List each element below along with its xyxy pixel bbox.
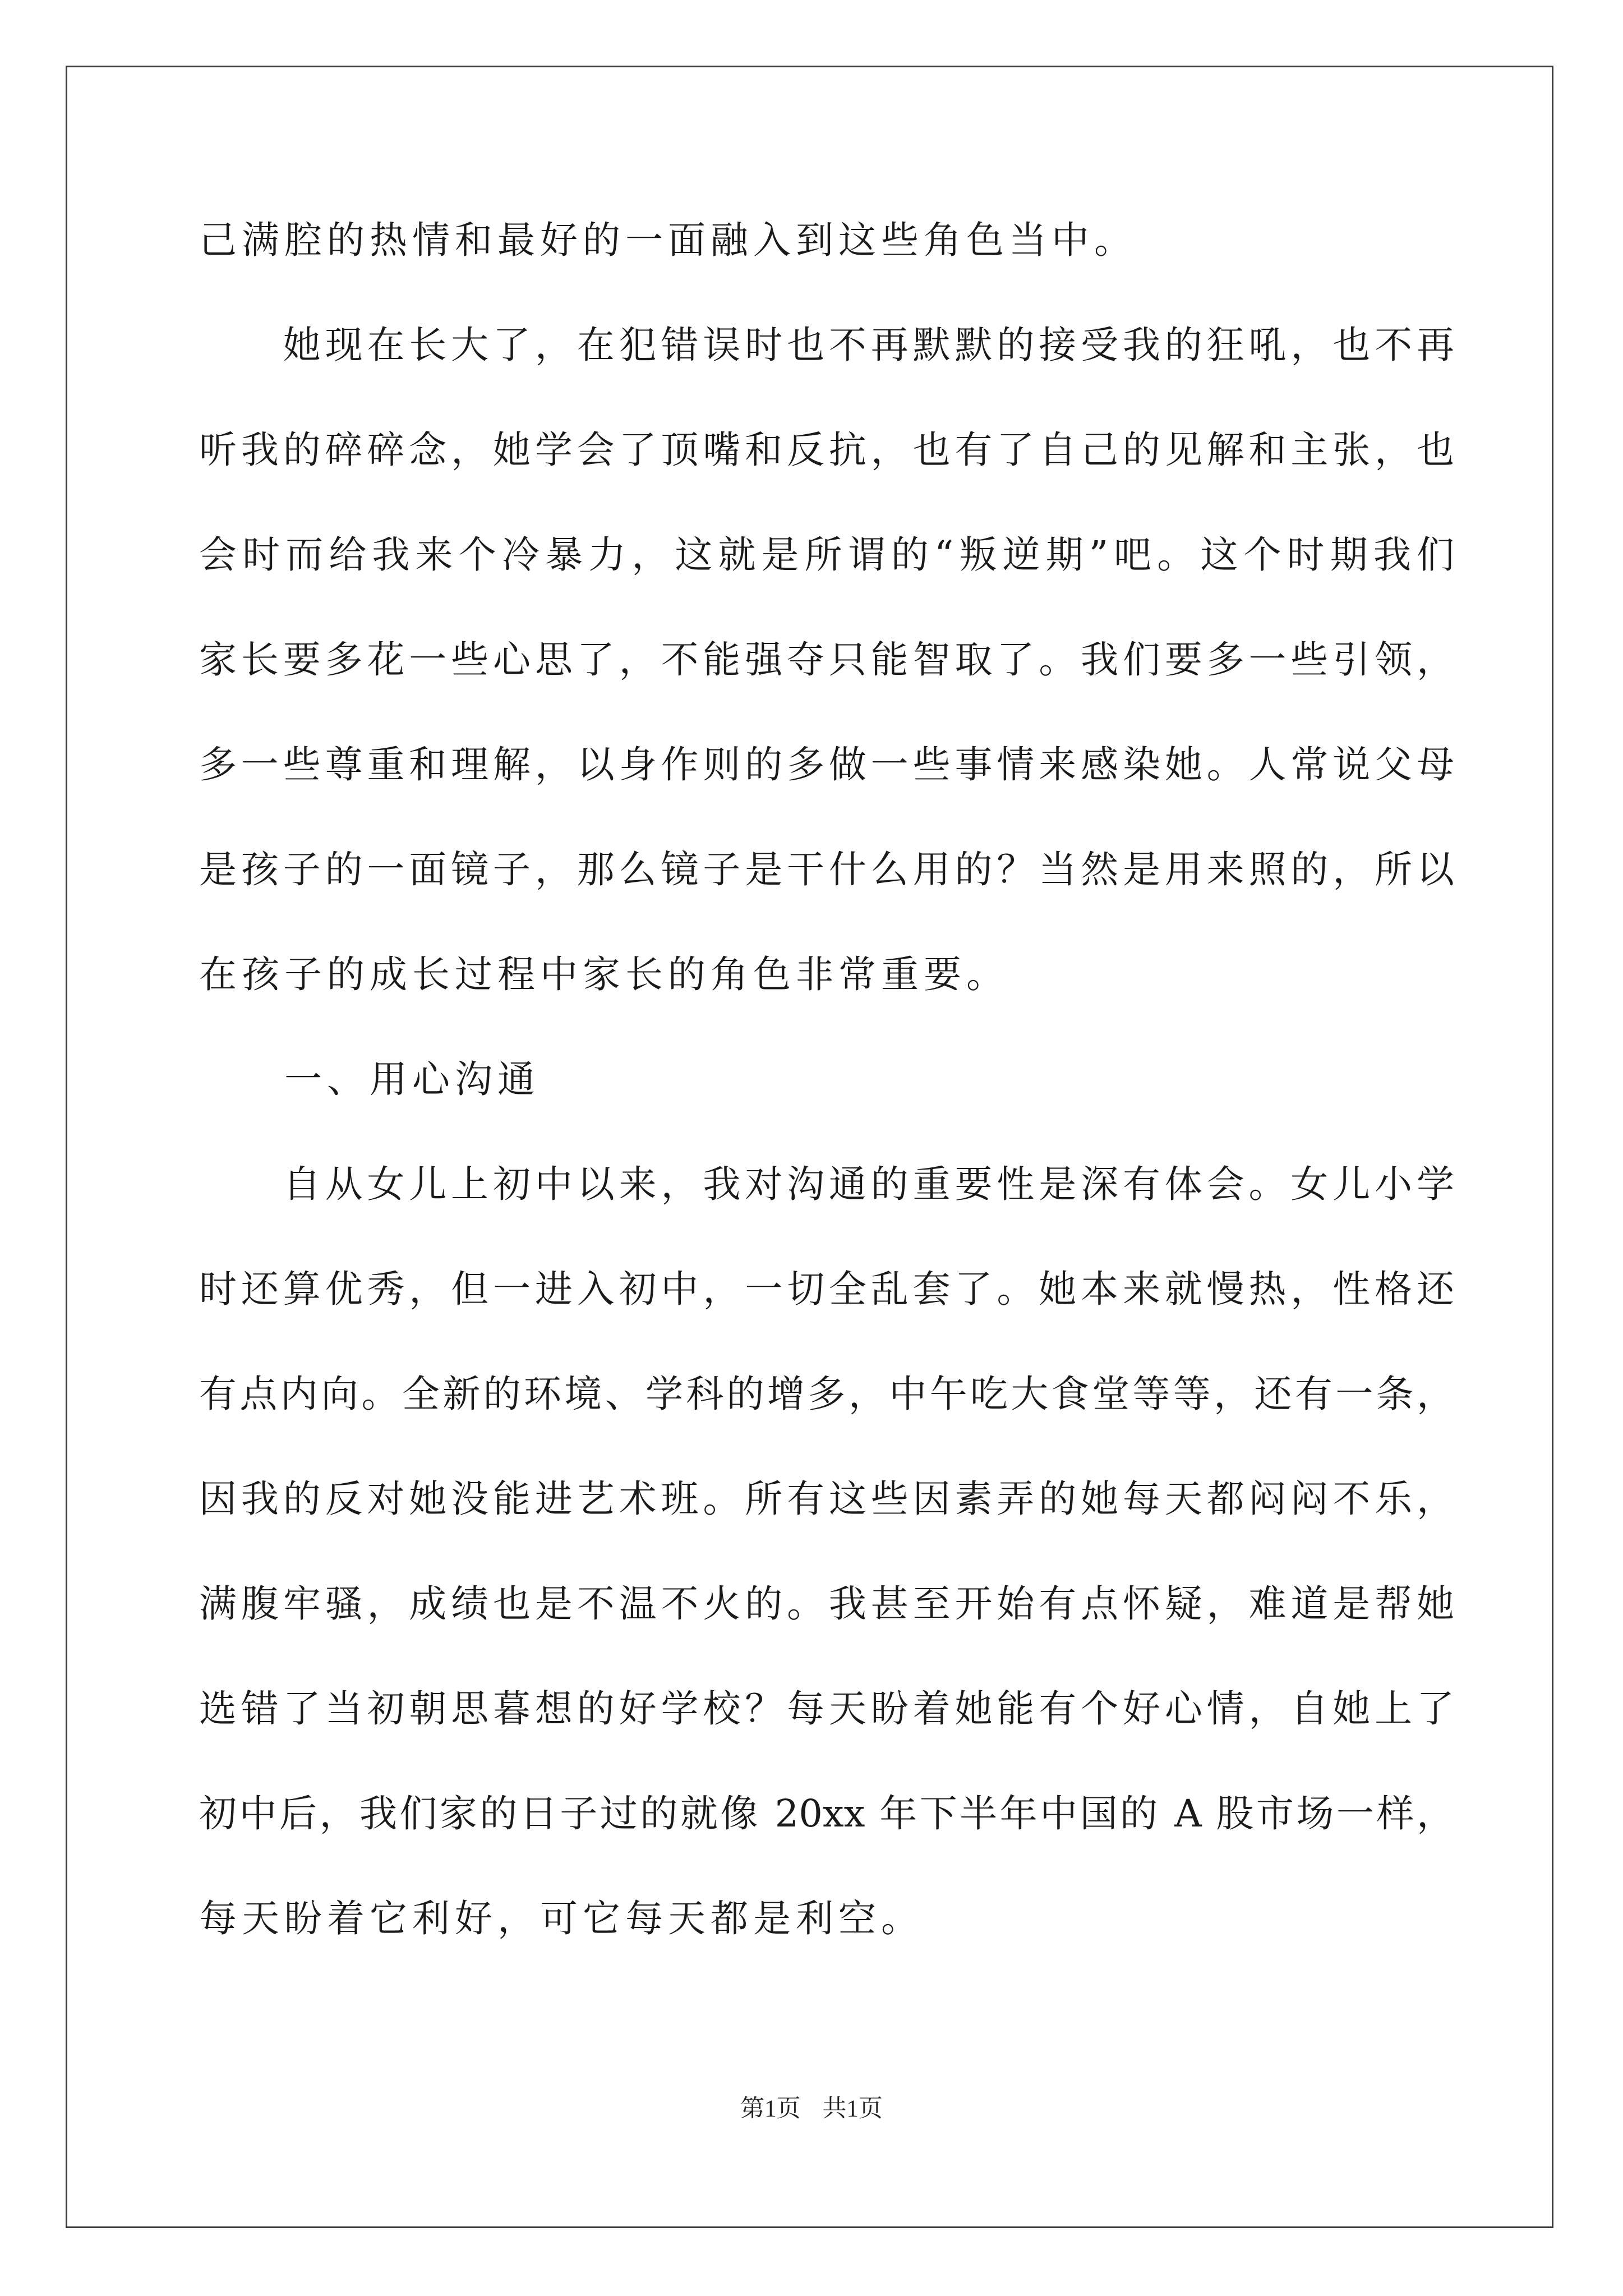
text-line: 自从女儿上初中以来，我对沟通的重要性是深有体会。女儿小学	[199, 1162, 1454, 1206]
section-heading: 一、用心沟通	[199, 1057, 540, 1101]
text-line: 在孩子的成长过程中家长的角色非常重要。	[199, 953, 1009, 996]
text-line: 是孩子的一面镜子，那么镜子是干什么用的？当然是用来照的，所以	[199, 848, 1454, 891]
text-line: 因我的反对她没能进艺术班。所有这些因素弄的她每天都闷闷不乐，	[199, 1477, 1454, 1521]
text-line: 时还算优秀，但一进入初中，一切全乱套了。她本来就慢热，性格还	[199, 1267, 1454, 1311]
text-line: 每天盼着它利好，可它每天都是利空。	[199, 1897, 924, 1940]
text-line: 听我的碎碎念，她学会了顶嘴和反抗，也有了自己的见解和主张，也	[199, 428, 1454, 472]
text-line: 有点内向。全新的环境、学科的增多，中午吃大食堂等等，还有一条，	[199, 1372, 1454, 1416]
text-line: 多一些尊重和理解，以身作则的多做一些事情来感染她。人常说父母	[199, 743, 1454, 786]
page-number: 第1页	[740, 2096, 801, 2122]
page-footer	[0, 2092, 1623, 2126]
text-line: 选错了当初朝思暮想的好学校？每天盼着她能有个好心情，自她上了	[199, 1687, 1454, 1731]
text-line: 家长要多花一些心思了，不能强夺只能智取了。我们要多一些引领，	[199, 638, 1454, 682]
text-line: 满腹牢骚，成绩也是不温不火的。我甚至开始有点怀疑，难道是帮她	[199, 1582, 1454, 1626]
text-line: 己满腔的热情和最好的一面融入到这些角色当中。	[199, 218, 1137, 262]
text-line: 会时而给我来个冷暴力，这就是所谓的“叛逆期”吧。这个时期我们	[199, 533, 1454, 577]
page-total: 共1页	[822, 2096, 883, 2122]
text-line: 初中后，我们家的日子过的就像 20xx 年下半年中国的 A 股市场一样，	[199, 1792, 1454, 1835]
text-line: 她现在长大了，在犯错误时也不再默默的接受我的狂吼，也不再	[199, 323, 1454, 367]
